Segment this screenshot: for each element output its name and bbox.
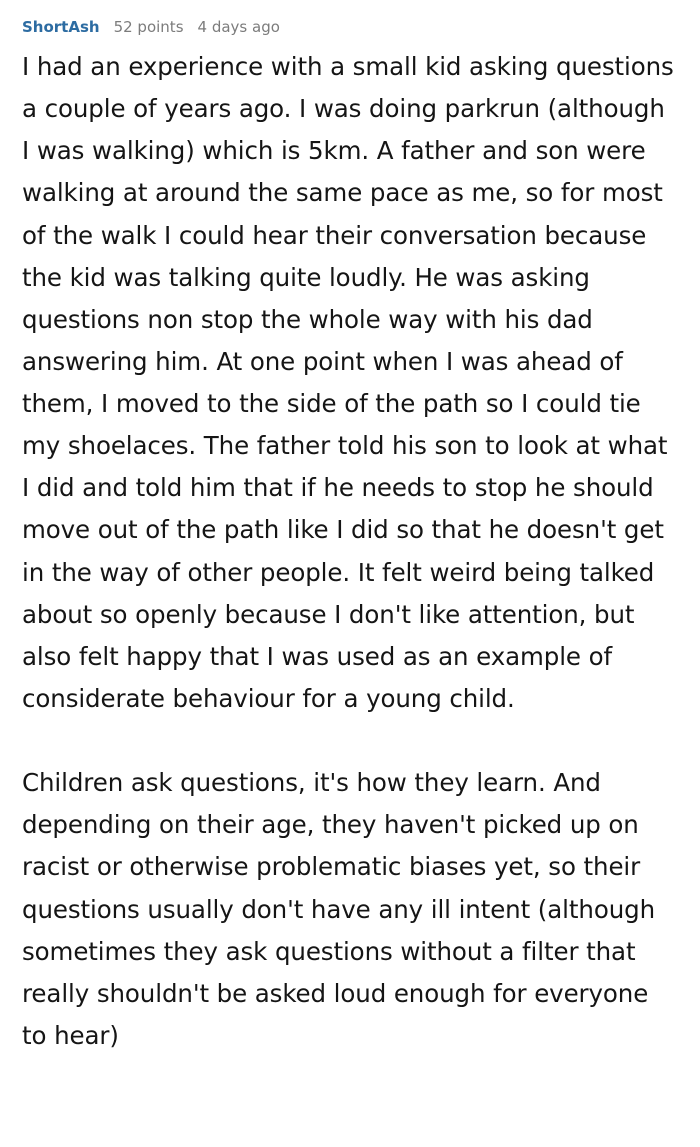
comment-timestamp: 4 days ago bbox=[197, 18, 280, 36]
comment-paragraph: Children ask questions, it's how they learn. And depending on their age, they haven't picked up on racist or otherwise problematic biases yet, so their questions usually don't have any ill intent (although sometimes they ask questions without a filter that really shouldn't be asked loud enough for everyone to hear) bbox=[22, 768, 656, 1050]
comment-body bbox=[22, 46, 678, 1057]
comment-score: 52 points bbox=[113, 18, 184, 36]
comment-metadata bbox=[22, 18, 678, 36]
comment-paragraph: I had an experience with a small kid asking questions a couple of years ago. I was doing parkrun (although I was walking) which is 5km. A father and son were walking at around the same pace as me, so for most of the walk I could hear their conversation because the kid was talking quite loudly. He was asking questions non stop the whole way with his dad answering him. At one point when I was ahead of them, I moved to the side of the path so I could tie my shoelaces. The father told his son to look at what I did and told him that if he needs to stop he should move out of the path like I did so that he doesn't get in the way of other people. It felt weird being talked about so openly because I don't like attention, but also felt happy that I was used as an example of considerate behaviour for a young child. bbox=[22, 52, 674, 713]
comment-author-link[interactable]: ShortAsh bbox=[22, 18, 100, 36]
